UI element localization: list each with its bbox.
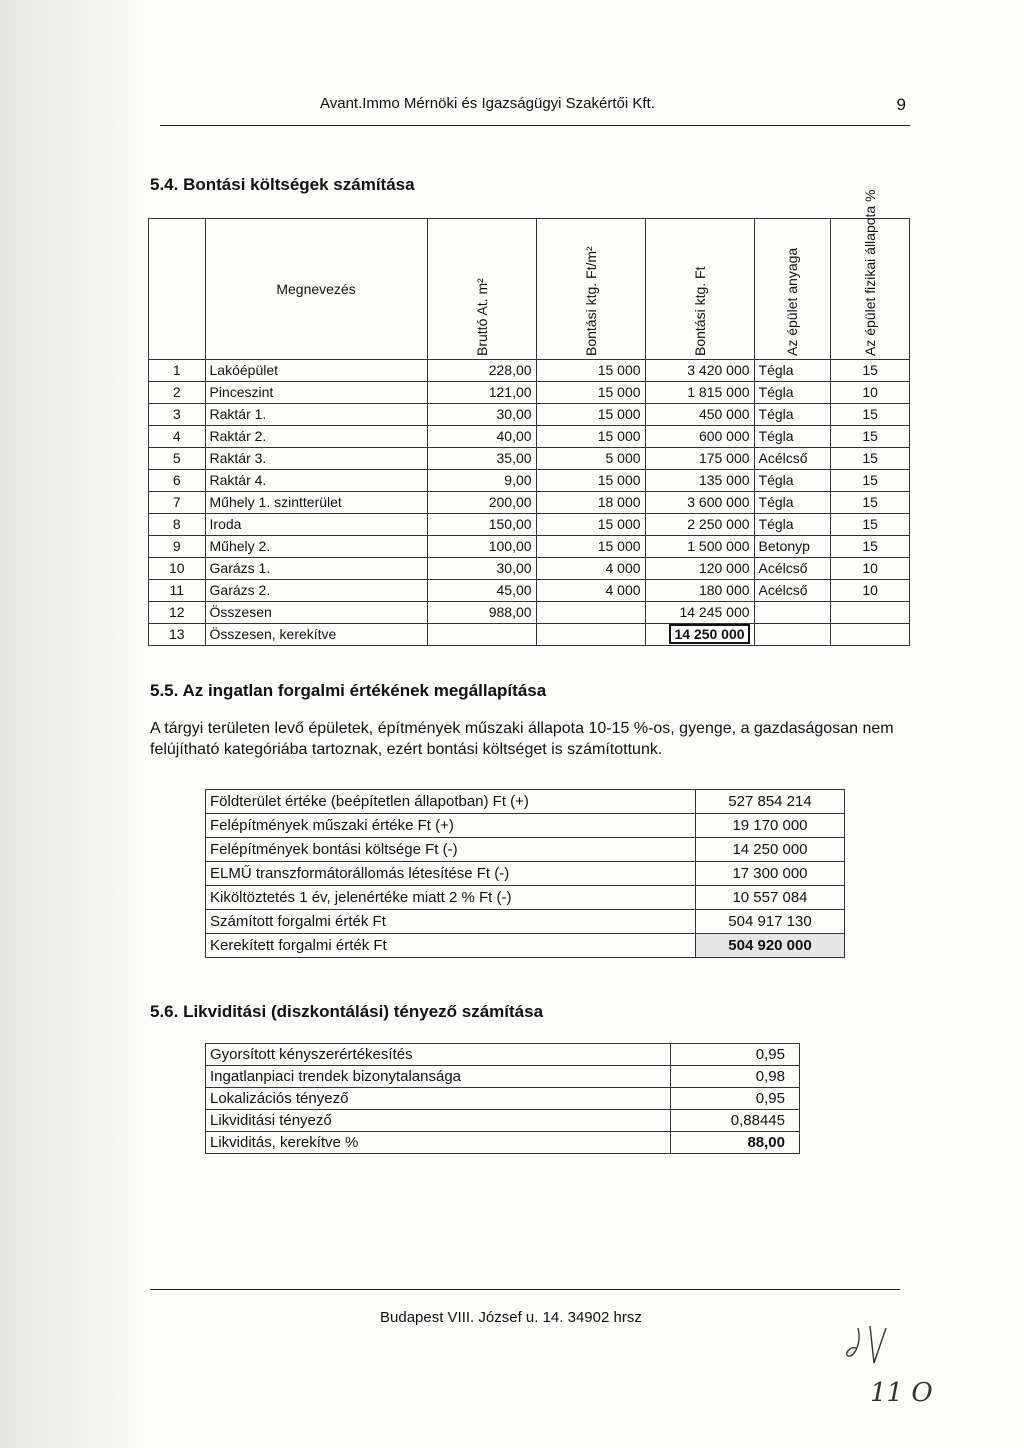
- row-name: Garázs 2.: [205, 580, 427, 602]
- table-row: [206, 1132, 800, 1154]
- row-name: Lakóépület: [205, 360, 427, 382]
- row-rate: 15 000: [536, 360, 645, 382]
- row-name: Raktár 4.: [205, 470, 427, 492]
- table-row: [149, 602, 910, 624]
- table-row: [149, 404, 910, 426]
- header-rate: Bontási ktg. Ft/m²: [536, 219, 645, 360]
- index-header: [149, 219, 206, 360]
- handwritten-signature: [840, 1318, 920, 1368]
- row-value: 504 917 130: [696, 910, 845, 934]
- table-row: [206, 814, 845, 838]
- row-label: Gyorsított kényszerértékesítés: [206, 1044, 671, 1066]
- table-row: [149, 470, 910, 492]
- row-value: 0,88445: [671, 1110, 800, 1132]
- row-material: Acélcső: [754, 558, 831, 580]
- header-state: Az épület fizikai állapota %: [831, 219, 910, 360]
- table-row: [149, 536, 910, 558]
- row-label: Felépítmények bontási költsége Ft (-): [206, 838, 696, 862]
- footer-rule: [150, 1289, 900, 1290]
- row-area: 100,00: [427, 536, 536, 558]
- footer-address: Budapest VIII. József u. 14. 34902 hrsz: [380, 1309, 642, 1326]
- row-state: 15: [831, 448, 910, 470]
- row-index: 8: [149, 514, 206, 536]
- row-rate: 18 000: [536, 492, 645, 514]
- row-index: 12: [149, 602, 206, 624]
- row-value: 0,95: [671, 1044, 800, 1066]
- row-value: 17 300 000: [696, 862, 845, 886]
- row-name: Raktár 2.: [205, 426, 427, 448]
- row-label: Lokalizációs tényező: [206, 1088, 671, 1110]
- row-label: Kerekített forgalmi érték Ft: [206, 934, 696, 958]
- table-row: [206, 1044, 800, 1066]
- row-label: Ingatlanpiaci trendek bizonytalansága: [206, 1066, 671, 1088]
- page-header: [160, 95, 910, 126]
- row-area: 45,00: [427, 580, 536, 602]
- row-cost: 450 000: [645, 404, 754, 426]
- row-material: [754, 602, 831, 624]
- row-index: 5: [149, 448, 206, 470]
- row-rate: 15 000: [536, 404, 645, 426]
- table-row: [149, 580, 910, 602]
- row-value: 88,00: [671, 1132, 800, 1154]
- row-material: Betonyp: [754, 536, 831, 558]
- row-label: Földterület értéke (beépítetlen állapotban) Ft (+): [206, 790, 696, 814]
- row-name: Raktár 1.: [205, 404, 427, 426]
- row-value: 10 557 084: [696, 886, 845, 910]
- row-state: [831, 602, 910, 624]
- row-cost: 135 000: [645, 470, 754, 492]
- table-row: [206, 790, 845, 814]
- row-value: 19 170 000: [696, 814, 845, 838]
- table-row: [206, 862, 845, 886]
- company-name: Avant.Immo Mérnöki és Igazságügyi Szakértői Kft.: [320, 95, 655, 112]
- section-5-5-paragraph: A tárgyi területen levő épületek, építmények műszaki állapota 10-15 %-os, gyenge, a gazdaságosan nem felújítható kategóriába tartoznak, ezért bontási költséget is számítottunk.: [150, 720, 894, 758]
- row-name: Összesen, kerekítve: [205, 624, 427, 646]
- table-row: [206, 1110, 800, 1132]
- row-material: [754, 624, 831, 646]
- market-value-table: [205, 789, 845, 958]
- row-index: 2: [149, 382, 206, 404]
- row-index: 6: [149, 470, 206, 492]
- table-row: [149, 448, 910, 470]
- page-number: 9: [896, 95, 906, 114]
- row-cost: 14 250 000: [645, 624, 754, 646]
- row-material: Tégla: [754, 514, 831, 536]
- row-cost: 180 000: [645, 580, 754, 602]
- row-area: 988,00: [427, 602, 536, 624]
- row-state: 10: [831, 382, 910, 404]
- row-label: Likviditás, kerekítve %: [206, 1132, 671, 1154]
- table-row: [149, 514, 910, 536]
- row-cost: 1 815 000: [645, 382, 754, 404]
- row-name: Műhely 1. szintterület: [205, 492, 427, 514]
- row-cost: 120 000: [645, 558, 754, 580]
- row-name: Műhely 2.: [205, 536, 427, 558]
- row-state: 15: [831, 470, 910, 492]
- row-area: 228,00: [427, 360, 536, 382]
- row-cost: 600 000: [645, 426, 754, 448]
- row-rate: [536, 602, 645, 624]
- row-index: 13: [149, 624, 206, 646]
- row-state: 15: [831, 492, 910, 514]
- row-material: Tégla: [754, 492, 831, 514]
- row-name: Raktár 3.: [205, 448, 427, 470]
- row-value: 0,95: [671, 1088, 800, 1110]
- section-title-5-6: 5.6. Likviditási (diszkontálási) tényező számítása: [150, 1002, 544, 1021]
- row-index: 11: [149, 580, 206, 602]
- row-area: 40,00: [427, 426, 536, 448]
- section-title-5-5: 5.5. Az ingatlan forgalmi értékének megállapítása: [150, 681, 547, 700]
- row-rate: 4 000: [536, 580, 645, 602]
- row-index: 1: [149, 360, 206, 382]
- header-material: Az épület anyaga: [754, 219, 831, 360]
- row-cost: 14 245 000: [645, 602, 754, 624]
- table-row: [206, 838, 845, 862]
- row-value: 527 854 214: [696, 790, 845, 814]
- row-state: 15: [831, 514, 910, 536]
- row-material: Tégla: [754, 382, 831, 404]
- row-material: Acélcső: [754, 448, 831, 470]
- row-state: [831, 624, 910, 646]
- table-row: [149, 558, 910, 580]
- row-state: 15: [831, 426, 910, 448]
- row-rate: [536, 624, 645, 646]
- table-row: [206, 934, 845, 958]
- table-row: [206, 1066, 800, 1088]
- header-cost: Bontási ktg. Ft: [645, 219, 754, 360]
- row-material: Tégla: [754, 360, 831, 382]
- handwritten-page-mark: 11 O: [870, 1378, 933, 1408]
- row-material: Tégla: [754, 470, 831, 492]
- row-material: Acélcső: [754, 580, 831, 602]
- row-area: 121,00: [427, 382, 536, 404]
- row-rate: 15 000: [536, 382, 645, 404]
- row-cost: 2 250 000: [645, 514, 754, 536]
- row-area: 200,00: [427, 492, 536, 514]
- table-row: [206, 886, 845, 910]
- row-cost: 3 420 000: [645, 360, 754, 382]
- row-index: 4: [149, 426, 206, 448]
- row-area: 30,00: [427, 404, 536, 426]
- row-rate: 15 000: [536, 514, 645, 536]
- row-index: 7: [149, 492, 206, 514]
- row-index: 3: [149, 404, 206, 426]
- row-rate: 15 000: [536, 536, 645, 558]
- row-area: 35,00: [427, 448, 536, 470]
- row-material: Tégla: [754, 404, 831, 426]
- liquidity-table: [205, 1043, 800, 1154]
- table-row: [149, 426, 910, 448]
- row-state: 10: [831, 558, 910, 580]
- row-rate: 5 000: [536, 448, 645, 470]
- row-name: Iroda: [205, 514, 427, 536]
- table-row: [149, 382, 910, 404]
- row-area: 150,00: [427, 514, 536, 536]
- table-row: [206, 1088, 800, 1110]
- row-name: Garázs 1.: [205, 558, 427, 580]
- section-title-5-4: 5.4. Bontási költségek számítása: [150, 175, 415, 194]
- row-label: Felépítmények műszaki értéke Ft (+): [206, 814, 696, 838]
- row-area: [427, 624, 536, 646]
- row-state: 15: [831, 360, 910, 382]
- row-index: 10: [149, 558, 206, 580]
- row-name: Összesen: [205, 602, 427, 624]
- row-state: 15: [831, 536, 910, 558]
- row-label: Kiköltöztetés 1 év, jelenértéke miatt 2 % Ft (-): [206, 886, 696, 910]
- demolition-cost-table: [148, 189, 910, 646]
- row-label: Számított forgalmi érték Ft: [206, 910, 696, 934]
- row-label: Likviditási tényező: [206, 1110, 671, 1132]
- row-rate: 15 000: [536, 426, 645, 448]
- row-name: Pinceszint: [205, 382, 427, 404]
- row-area: 30,00: [427, 558, 536, 580]
- row-cost: 175 000: [645, 448, 754, 470]
- row-state: 15: [831, 404, 910, 426]
- table-row: [149, 624, 910, 646]
- row-value: 14 250 000: [696, 838, 845, 862]
- row-value: 504 920 000: [696, 934, 845, 958]
- row-state: 10: [831, 580, 910, 602]
- table-row: [149, 360, 910, 382]
- row-value: 0,98: [671, 1066, 800, 1088]
- table-row: [149, 492, 910, 514]
- header-gross-area: Bruttó At. m²: [427, 219, 536, 360]
- table-row: [206, 910, 845, 934]
- row-cost: 1 500 000: [645, 536, 754, 558]
- row-material: Tégla: [754, 426, 831, 448]
- scan-shadow: [0, 0, 150, 1448]
- row-rate: 15 000: [536, 470, 645, 492]
- row-cost: 3 600 000: [645, 492, 754, 514]
- row-label: ELMŰ transzformátorállomás létesítése Ft (-): [206, 862, 696, 886]
- header-name: Megnevezés: [205, 219, 427, 360]
- row-rate: 4 000: [536, 558, 645, 580]
- row-area: 9,00: [427, 470, 536, 492]
- row-index: 9: [149, 536, 206, 558]
